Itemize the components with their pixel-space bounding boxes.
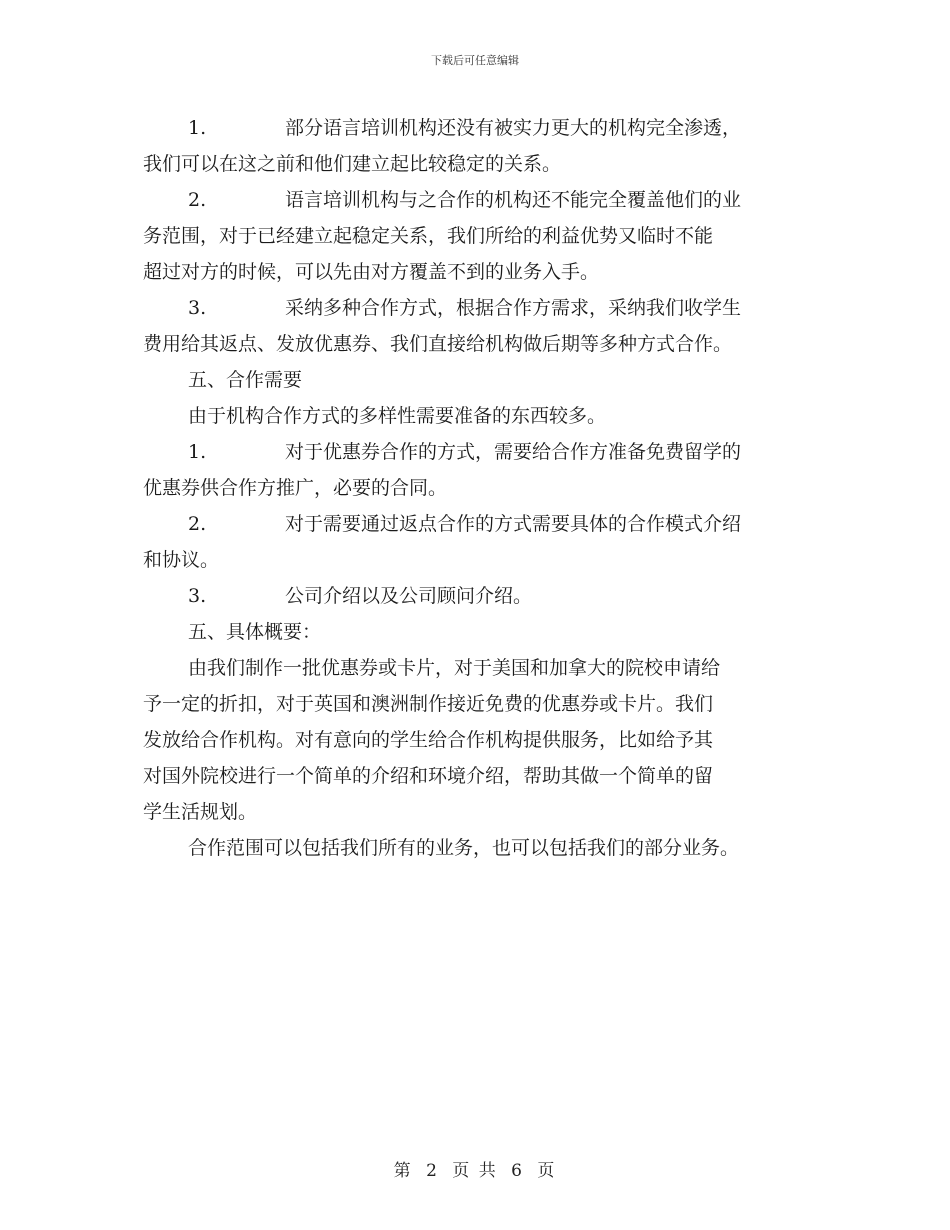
list-text: 对于需要通过返点合作的方式需要具体的合作模式介绍 <box>285 513 742 535</box>
section-heading: 五、具体概要： <box>188 621 322 643</box>
text-line: 学生活规划。 <box>143 801 258 823</box>
list-item <box>143 290 823 326</box>
list-text: 部分语言培训机构还没有被实力更大的机构完全渗透， <box>285 117 742 139</box>
footer-mid: 页 共 <box>452 1161 498 1181</box>
text-line: 务范围，对于已经建立起稳定关系，我们所给的利益优势又临时不能 <box>143 225 714 247</box>
text-line: 优惠券供合作方推广，必要的合同。 <box>143 477 448 499</box>
list-number: 1. <box>188 117 207 139</box>
section-heading: 五、合作需要 <box>188 369 303 391</box>
document-body <box>143 110 823 866</box>
list-item <box>143 506 823 542</box>
text-line: 费用给其返点、发放优惠券、我们直接给机构做后期等多种方式合作。 <box>143 333 733 355</box>
list-number: 3. <box>188 297 207 319</box>
page-header-note: 下载后可任意编辑 <box>431 54 519 67</box>
footer-page-number: 2 <box>426 1161 439 1181</box>
list-text: 语言培训机构与之合作的机构还不能完全覆盖他们的业 <box>285 189 742 211</box>
list-number: 2. <box>188 189 207 211</box>
closing-paragraph: 合作范围可以包括我们所有的业务，也可以包括我们的部分业务。 <box>188 837 740 859</box>
list-text: 公司介绍以及公司顾问介绍。 <box>285 585 533 607</box>
text-line: 和协议。 <box>143 549 220 571</box>
footer-suffix: 页 <box>537 1161 557 1181</box>
text-line: 由我们制作一批优惠券或卡片，对于美国和加拿大的院校申请给 <box>188 657 721 679</box>
list-number: 3. <box>188 585 207 607</box>
list-number: 2. <box>188 513 207 535</box>
text-line: 发放给合作机构。对有意向的学生给合作机构提供服务，比如给予其 <box>143 729 714 751</box>
text-line: 我们可以在这之前和他们建立起比较稳定的关系。 <box>143 153 562 175</box>
paragraph-intro: 由于机构合作方式的多样性需要准备的东西较多。 <box>188 405 607 427</box>
text-line: 对国外院校进行一个简单的介绍和环境介绍，帮助其做一个简单的留 <box>143 765 714 787</box>
list-item <box>143 182 823 218</box>
text-line: 超过对方的时候，可以先由对方覆盖不到的业务入手。 <box>143 261 600 283</box>
footer-total-pages: 6 <box>511 1161 524 1181</box>
page-footer <box>0 1156 950 1181</box>
list-item <box>143 110 823 146</box>
list-text: 对于优惠券合作的方式，需要给合作方准备免费留学的 <box>285 441 742 463</box>
list-number: 1. <box>188 441 207 463</box>
list-text: 采纳多种合作方式，根据合作方需求，采纳我们收学生 <box>285 297 742 319</box>
list-item <box>143 434 823 470</box>
footer-prefix: 第 <box>393 1161 413 1181</box>
list-item <box>143 578 823 614</box>
text-line: 予一定的折扣，对于英国和澳洲制作接近免费的优惠券或卡片。我们 <box>143 693 714 715</box>
